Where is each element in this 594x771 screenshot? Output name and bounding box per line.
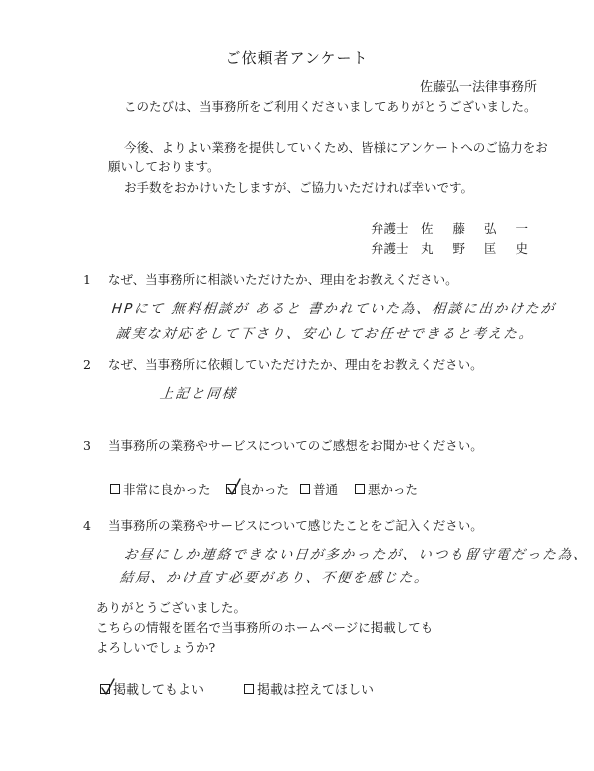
lawyer-name-char: 丸 xyxy=(421,241,434,256)
checkmark-icon xyxy=(100,678,116,696)
option-good[interactable] xyxy=(226,480,289,498)
question-3-number: 3 xyxy=(83,438,91,453)
option-bad[interactable] xyxy=(355,480,418,498)
closing-thanks: ありがとうございました。 xyxy=(96,600,247,615)
intro-line-3: 願いしております。 xyxy=(108,159,220,174)
question-4-text: 当事務所の業務やサービスについて感じたことをご記入ください。 xyxy=(108,518,483,533)
answer-4-line-1: お昼にしか連絡できない日が多かったが、いつも留守電だった為、 xyxy=(122,547,590,563)
answer-4-line-2: 結局、かけ直す必要があり、不便を感じた。 xyxy=(118,570,431,586)
answer-1-line-1: HPにて 無料相談が あると 書かれていた為、相談に出かけたが xyxy=(110,301,557,317)
question-3-text: 当事務所の業務やサービスについてのご感想をお聞かせください。 xyxy=(108,438,483,453)
publish-decline-option[interactable] xyxy=(244,679,374,698)
lawyer-name-char: 匡 xyxy=(484,241,497,256)
option-very-good-label: 非常に良かった xyxy=(123,482,211,497)
option-very-good[interactable] xyxy=(110,480,211,498)
closing-ask-2: よろしいでしょうか? xyxy=(96,640,216,655)
publish-decline-label: 掲載は控えてほしい xyxy=(257,683,375,698)
publish-ok-option[interactable] xyxy=(100,679,204,698)
lawyer-name-1 xyxy=(421,219,528,237)
question-1-text: なぜ、当事務所に相談いただけたか、理由をお教えください。 xyxy=(108,272,458,287)
checkbox-bad[interactable] xyxy=(355,484,365,494)
intro-line-1: このたびは、当事務所をご利用くださいましてありがとうございました。 xyxy=(124,99,537,114)
option-good-label: 良かった xyxy=(239,482,290,497)
checkbox-very-good[interactable] xyxy=(110,484,120,494)
option-bad-label: 悪かった xyxy=(368,482,419,497)
lawyer-name-2 xyxy=(421,239,528,257)
lawyer-name-char: 藤 xyxy=(452,221,466,236)
lawyer-name-char: 弘 xyxy=(484,221,497,236)
lawyer-name-char: 史 xyxy=(515,241,529,256)
option-normal[interactable] xyxy=(300,480,338,498)
intro-line-4: お手数をおかけいたしますが、ご協力いただければ幸いです。 xyxy=(124,180,474,195)
lawyer-role-2: 弁護士 xyxy=(371,241,409,256)
intro-line-2: 今後、よりよい業務を提供していくため、皆様にアンケートへのご協力をお xyxy=(124,140,548,155)
question-1-number: 1 xyxy=(83,272,91,287)
option-normal-label: 普通 xyxy=(313,482,339,497)
question-4-number: 4 xyxy=(83,518,91,533)
answer-2-line-1: 上記と同様 xyxy=(158,386,239,402)
publish-ok-label: 掲載してもよい xyxy=(113,683,205,698)
checkbox-publish-decline[interactable] xyxy=(244,684,254,694)
checkbox-good[interactable] xyxy=(226,484,236,494)
question-2-text: なぜ、当事務所に依頼していただけたか、理由をお教えください。 xyxy=(108,357,483,372)
answer-1-line-2: 誠実な対応をして下さり、安心してお任せできると考えた。 xyxy=(114,326,536,342)
closing-ask-1: こちらの情報を匿名で当事務所のホームページに掲載しても xyxy=(96,620,434,635)
page-title: ご依頼者アンケート xyxy=(225,49,369,67)
lawyer-role-1: 弁護士 xyxy=(371,221,409,236)
lawyer-name-char: 一 xyxy=(515,221,529,236)
checkbox-publish-ok[interactable] xyxy=(100,684,110,694)
firm-name: 佐藤弘一法律事務所 xyxy=(420,80,538,95)
question-2-number: 2 xyxy=(83,357,91,372)
checkbox-normal[interactable] xyxy=(300,484,310,494)
lawyer-name-char: 佐 xyxy=(421,221,434,236)
lawyer-name-char: 野 xyxy=(452,241,466,256)
checkmark-icon xyxy=(226,478,242,496)
